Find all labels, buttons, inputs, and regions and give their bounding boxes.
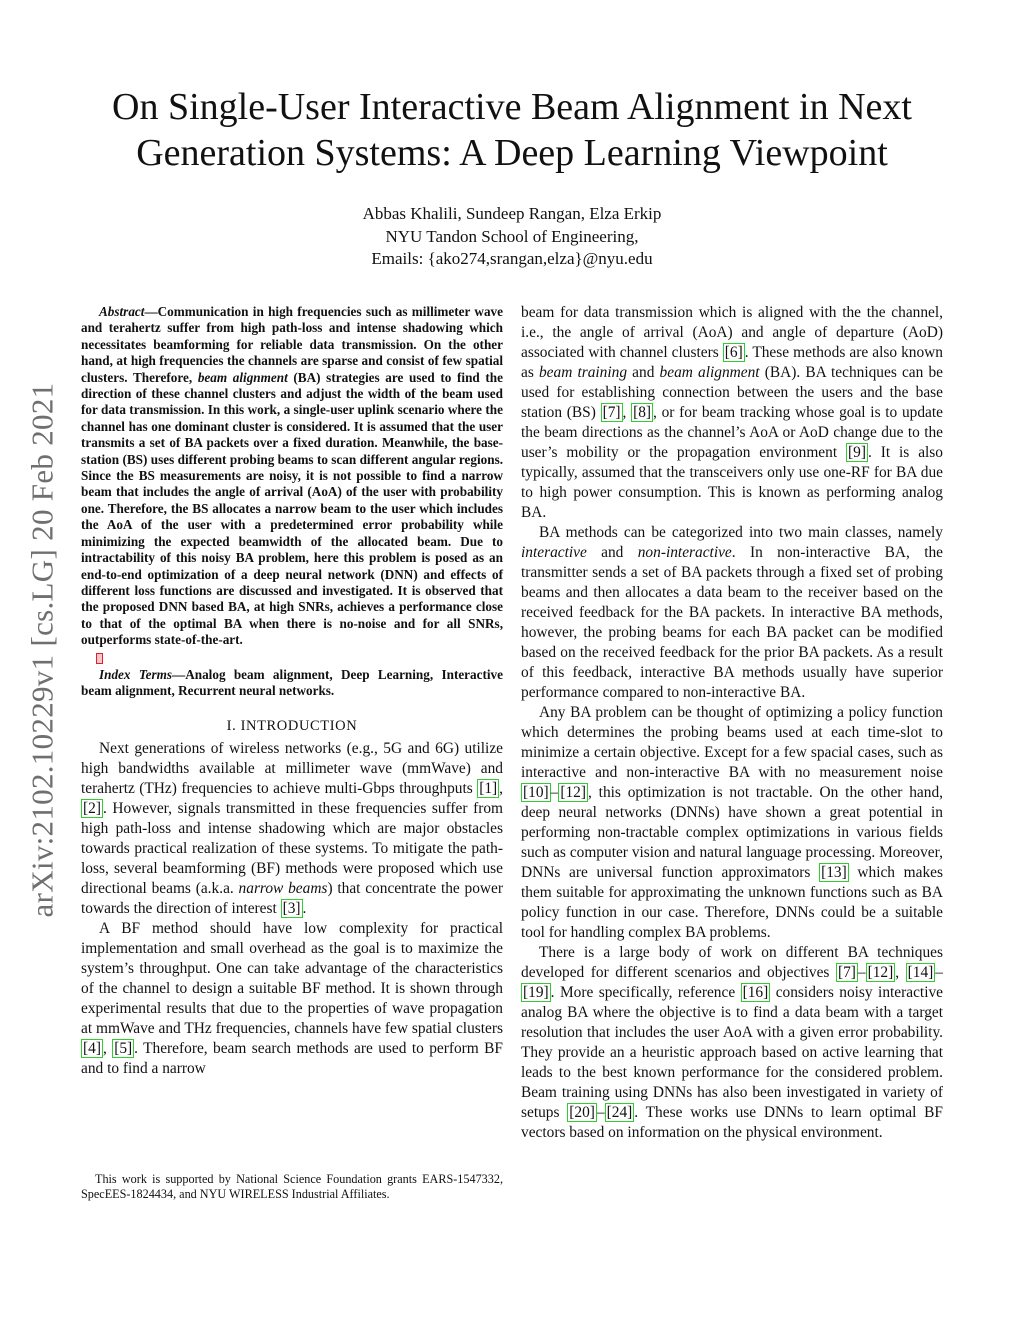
emphasis-text: beam alignment	[659, 364, 760, 381]
text-run: There is a large body of work on different BA techniques developed for different scenarios and objectives	[521, 944, 943, 981]
annotation-marker	[96, 653, 103, 664]
citation-link[interactable]: [19]	[523, 984, 549, 1001]
section-title-initial: I	[240, 718, 246, 735]
text-run: , or for beam tracking whose goal is to update the beam directions as the channel’s AoA or AoD change due to the user’s mobility or the propagation environment	[521, 404, 943, 461]
text-run: (BA). BA techniques can be used for establishing connection between the users and the base station (BS)	[521, 364, 943, 421]
section-title-rest: NTRODUCTION	[246, 718, 358, 735]
right-column	[521, 303, 943, 1143]
text-run: and	[627, 364, 660, 381]
abstract-text-1: —Communication in high frequencies such as millimeter wave and terahertz suffer from high path-loss and intense shadowing which necessitates beamforming for reliable data transmission. On the other hand, at high frequencies the channels are sparse and consist of few spatial clusters. Therefore,	[81, 304, 503, 385]
emphasis-text: interactive	[521, 544, 587, 561]
abstract-emphasis: beam alignment	[197, 369, 288, 385]
text-run: ) that concentrate the power towards the direction of interest	[81, 880, 504, 918]
citation-link[interactable]: [24]	[606, 1104, 633, 1121]
abstract	[81, 304, 503, 649]
text-run: which makes them suitable for approximating the unknown functions such as BA policy function in our case. Therefore, DNNs could be a suitable tool for handling complex BA problems.	[521, 864, 943, 941]
text-run: Next generations of wireless networks (e.g., 5G and 6G) utilize high bandwidths available at millimeter wave (mmWave) and terahertz (THz) frequencies to achieve multi-Gbps throughputs	[81, 740, 503, 798]
right-paragraph-1	[521, 303, 943, 523]
citation-link[interactable]: [2]	[83, 800, 101, 818]
arxiv-identifier	[22, 355, 62, 945]
text-run: beam for data transmission which is aligned with the the channel, i.e., the angle of arrival (AoA) and angle of departure (AoD) associated with channel clusters	[521, 304, 943, 361]
text-run: . It is also typically, assumed that the transceivers only use one-RF for BA due to high power consumption. This is known as performing analog BA.	[521, 444, 943, 521]
citation-link[interactable]: [9]	[848, 444, 866, 461]
text-run: BA methods can be categorized into two main classes, namely	[539, 524, 943, 541]
index-terms-label: Index Terms	[99, 666, 173, 682]
citation-link[interactable]: [13]	[821, 864, 847, 881]
arxiv-identifier-text: arXiv:2102.10229v1 [cs.LG] 20 Feb 2021	[24, 382, 60, 918]
citation-link[interactable]: [12]	[560, 784, 587, 801]
citation-link[interactable]: [12]	[867, 964, 894, 981]
text-run: ,	[102, 1040, 113, 1058]
author-emails: Emails: {ako274,srangan,elza}@nyu.edu	[371, 249, 653, 268]
citation-link[interactable]: [6]	[724, 344, 743, 361]
abstract-label: Abstract	[99, 304, 145, 319]
emphasis-text: narrow beams	[238, 880, 328, 898]
text-run: , this optimization is not tractable. On the other hand, deep neural networks (DNNs) have shown a great potential in performing non-tractable complex optimizations in various fields such as computer vision and natural language processing. Moreover, DNNs are universal function approximators	[521, 784, 943, 881]
citation-link[interactable]: [14]	[907, 964, 934, 981]
paper-title	[60, 84, 964, 176]
text-run: ,	[622, 404, 632, 421]
title-line-1: On Single-User Interactive Beam Alignment in Next	[112, 86, 912, 128]
text-run: ,	[895, 964, 906, 981]
citation-link[interactable]: [3]	[282, 900, 301, 918]
citation-link[interactable]: [8]	[633, 404, 652, 421]
citation-link[interactable]: [20]	[569, 1104, 595, 1121]
index-terms-text: —Analog beam alignment, Deep Learning, Interactive beam alignment, Recurrent neural networks.	[81, 666, 503, 698]
section-heading-introduction	[81, 717, 503, 735]
author-affiliation: NYU Tandon School of Engineering,	[385, 226, 639, 246]
left-column	[81, 304, 503, 1079]
text-run: . More specifically, reference	[550, 984, 741, 1001]
section-numeral: I.	[226, 718, 241, 735]
text-run: . These works use DNNs to learn optimal BF vectors based on information on the physical environment.	[521, 1104, 943, 1141]
text-run: . However, signals transmitted in these frequencies suffer from high path-loss and intense shadowing which are major obstacles towards practical realization of these systems. To mitigate the path-loss, several beamforming (BF) methods were proposed which use directional beams (a.k.a.	[81, 800, 503, 898]
text-run: . In non-interactive BA, the transmitter sends a set of BA packets through a fixed set of probing beams and then allocates a data beam to the receiver based on the received feedback for the BA packets. In interactive BA methods, however, the probing beams for each BA packet can be modified based on the received feedback for the prior BA packets. As a result of this feedback, interactive BA methods usually have superior performance compared to non-interactive BA.	[521, 544, 943, 701]
emphasis-text: beam training	[538, 364, 628, 381]
citation-link[interactable]: [7]	[837, 964, 856, 981]
abstract-text-2: (BA) strategies are used to find the direction of these channel clusters and adjust the width of the beam used for data transmission. In this work, a single-user uplink scenario where the channel has one dominant cluster is considered. It is assumed that the user transmits a set of BA packets over a fixed duration. Meanwhile, the base-station (BS) uses different probing beams to scan different angular regions. Since the BS measurements are noisy, it is not possible to find a narrow beam that includes the angle of arrival (AoA) of the user with probability one. Therefore, the BS allocates a narrow beam to the user which includes the AoA of the user with a predetermined error probability while minimizing the expected beamwidth of the allocated beam. Due to intractability of this noisy BA problem, here this problem is posed as an end-to-end optimization of a deep neural network (DNN) and effects of different loss functions are discussed and investigated. It is observed that the proposed DNN based BA, at high SNRs, achieves a performance close to that of the optimal BA when there is no-noise and for all SNRs, outperforms state-of-the-art.	[81, 369, 503, 648]
text-run: –	[596, 1104, 605, 1121]
footnote: This work is supported by National Science Foundation grants EARS-1547332, SpecEES-1824434, and NYU WIRELESS Industrial Affiliates.	[81, 1172, 503, 1201]
text-run: and	[586, 544, 638, 561]
emphasis-text: non-interactive	[637, 544, 732, 561]
title-line-2: Generation Systems: A Deep Learning Viewpoint	[136, 132, 888, 174]
citation-link[interactable]: [5]	[114, 1040, 133, 1058]
author-names: Abbas Khalili, Sundeep Rangan, Elza Erkip	[362, 204, 662, 223]
right-paragraph-4	[521, 943, 943, 1143]
intro-paragraph-1	[81, 739, 503, 919]
text-run: –	[550, 784, 559, 801]
text-run: A BF method should have low complexity for practical implementation and small overhead as the goal is to maximize the system’s throughput. One can take advantage of the characteristics of the channel to design a suitable BF method. It is shown through experimental results that due to the properties of wave propagation at mmWave and THz frequencies, channels have few spatial clusters	[81, 920, 503, 1038]
citation-link[interactable]: [7]	[602, 404, 621, 421]
citation-link[interactable]: [1]	[479, 780, 498, 798]
text-run: –	[857, 964, 866, 981]
text-run: . These methods are also known as	[521, 344, 943, 381]
text-run: .	[302, 900, 307, 918]
text-run: considers noisy interactive analog BA where the objective is to find a data beam with a target resolution that includes the user AoA with a given error probability. They provide an a heuristic approach based on active learning that leads to the best known performance for the considered problem. Beam training using DNNs has also been investigated in variety of setups	[521, 984, 944, 1121]
citation-link[interactable]: [10]	[523, 784, 549, 801]
intro-paragraph-2	[81, 919, 503, 1079]
right-paragraph-2	[521, 523, 943, 703]
author-block	[60, 203, 964, 271]
text-run: Any BA problem can be thought of optimizing a policy function which determines the probing beams used at each time-slot to minimize a certain objective. Except for a few spacial cases, such as interactive and non-interactive BA with no measurement noise	[521, 704, 943, 781]
index-terms	[81, 667, 503, 700]
text-run: . Therefore, beam search methods are used to perform BF and to find a narrow	[81, 1040, 503, 1078]
text-run: ,	[499, 780, 503, 798]
citation-link[interactable]: [4]	[83, 1040, 101, 1058]
right-paragraph-3	[521, 703, 943, 943]
citation-link[interactable]: [16]	[742, 984, 769, 1001]
text-run: –	[935, 964, 943, 981]
